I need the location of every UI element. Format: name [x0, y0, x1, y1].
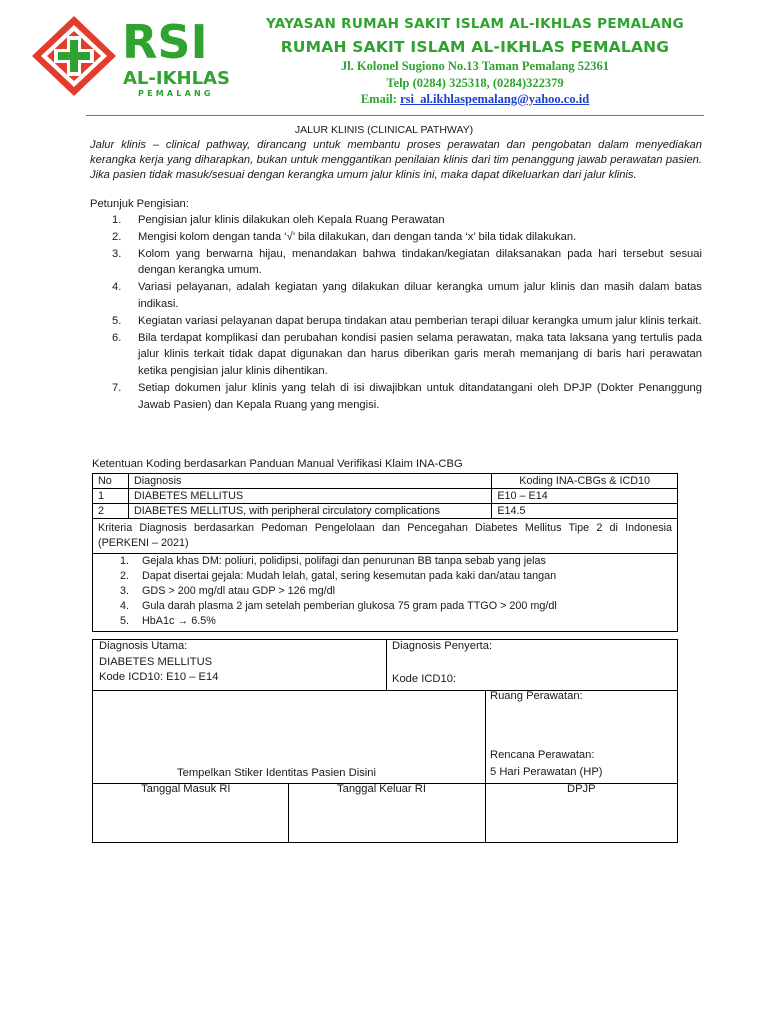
intro-paragraph [90, 138, 702, 183]
rencana-label: Rencana Perawatan: [490, 749, 595, 761]
instructions-label: Petunjuk Pengisian: [90, 198, 189, 210]
list-item: 5. Kegiatan variasi pelayanan dapat berupa tindakan atau pemberian terapi diluar kerangka umum jalur klinis terkait. [112, 314, 702, 327]
list-item: 3. Kolom yang berwarna hijau, menandakan bahwa tindakan/kegiatan dilaksanakan pada hari tersebut sesuai dengan kerangka umum. [112, 247, 702, 277]
email-link[interactable]: rsi_al.ikhlaspemalang@yahoo.co.id [400, 92, 590, 106]
document-title: JALUR KLINIS (CLINICAL PATHWAY) [294, 124, 474, 136]
logo-text-city: PEMALANG [138, 89, 214, 98]
divider [288, 783, 289, 843]
diag-utama-code: Kode ICD10: E10 – E14 [99, 671, 219, 683]
coding-table [92, 473, 678, 632]
diag-penyerta-code: Kode ICD10: [392, 673, 457, 685]
hospital-email-line [240, 92, 710, 107]
list-item: 1. Gejala khas DM: poliuri, polidipsi, polifagi dan penurunan BB tanpa sebab yang jelas [120, 555, 546, 567]
divider [485, 690, 486, 783]
cell-code: E14.5 [492, 504, 678, 519]
sticker-area-label: Tempelkan Stiker Identitas Pasien Disini [177, 767, 376, 779]
patient-form [92, 639, 678, 843]
list-item: 4. Variasi pelayanan, adalah kegiatan yang dilakukan diluar kerangka umum jalur klinis dan masih dalam batas indikasi. [112, 281, 702, 310]
email-label: Email: [360, 92, 397, 106]
diag-penyerta-label: Diagnosis Penyerta: [392, 640, 493, 652]
cell-no: 1 [93, 489, 129, 504]
kriteria-row [93, 519, 678, 554]
list-item: 2. Mengisi kolom dengan tanda ‘√’ bila dilakukan, dan dengan tanda ‘x’ bila tidak dilakukan. [112, 230, 577, 243]
hospital-phone: Telp (0284) 325318, (0284)322379 [386, 76, 564, 90]
header-code: Koding INA-CBGs & ICD10 [492, 474, 678, 489]
list-item: 5. HbA1c → 6.5% [120, 615, 216, 627]
header-divider [86, 115, 704, 116]
tgl-masuk-label: Tanggal Masuk RI [141, 783, 231, 795]
cross-emblem-icon [32, 16, 116, 96]
header-no: No [93, 474, 129, 489]
gejala-cell [93, 554, 678, 632]
divider [386, 640, 387, 690]
cell-no: 2 [93, 504, 129, 519]
foundation-name: YAYASAN RUMAH SAKIT ISLAM AL-IKHLAS PEMALANG [265, 16, 684, 32]
coding-title: Ketentuan Koding berdasarkan Panduan Manual Verifikasi Klaim INA-CBG [92, 458, 463, 470]
criteria-list [98, 554, 672, 629]
divider [93, 690, 485, 691]
hospital-address: Jl. Kolonel Sugiono No.13 Taman Pemalang 52361 [340, 59, 610, 73]
diag-utama-label: Diagnosis Utama: [99, 640, 188, 652]
instructions-list [112, 212, 702, 414]
hospital-logo [30, 14, 230, 98]
kriteria-text: Kriteria Diagnosis berdasarkan Pedoman Pengelolaan dan Pencegahan Diabetes Mellitus Tipe 2 di Indonesia (PERKENI – 2021) [93, 519, 678, 554]
ruang-label: Ruang Perawatan: [490, 690, 583, 702]
table-row [93, 489, 678, 504]
list-item: 4. Gula darah plasma 2 jam setelah pemberian glukosa 75 gram pada TTGO > 200 mg/dl [120, 600, 557, 612]
table-row [93, 504, 678, 519]
cell-diagnosis: DIABETES MELLITUS, with peripheral circulatory complications [128, 504, 491, 519]
table-header-row [93, 474, 678, 489]
rencana-value: 5 Hari Perawatan (HP) [490, 766, 603, 778]
diag-utama-value: DIABETES MELLITUS [99, 656, 213, 668]
cell-code: E10 – E14 [492, 489, 678, 504]
divider [485, 783, 486, 843]
list-item: 7. Setiap dokumen jalur klinis yang telah di isi diwajibkan untuk ditandatangani oleh DPJP (Dokter Penanggung Jawab Pasien) dan Kepala Ruang yang mengisi. [112, 381, 702, 411]
dpjp-label: DPJP [567, 783, 596, 795]
cell-diagnosis: DIABETES MELLITUS [128, 489, 491, 504]
intro-text: Jalur klinis – clinical pathway, dirancang untuk membantu proses perawatan dan pengobatan dalam menyediakan kerangka kerja yang diharapkan, bukan untuk menggantikan penilaian klinis dari tim penanggung jawab perawatan pasien. Jika pasien tidak masuk/sesuai dengan kerangka umum jalur klinis ini, maka dapat dikeluarkan dari jalur klinis. [90, 139, 702, 181]
list-item: 2. Dapat disertai gejala: Mudah lelah, gatal, sering kesemutan pada kaki dan/atau tangan [120, 570, 557, 582]
list-item: 6. Bila terdapat komplikasi dan perubahan kondisi pasien selama perawatan, maka tata laksana yang tertulis pada jalur klinis terkait tidak dapat digunakan dan harus diberikan garis merah memanjang di baris hari perawatan ketika pengisian jalur klinis dihentikan. [112, 331, 702, 378]
list-item: 1. Pengisian jalur klinis dilakukan oleh Kepala Ruang Perawatan [112, 214, 445, 226]
logo-text-sub: AL-IKHLAS [123, 68, 230, 89]
hospital-name: RUMAH SAKIT ISLAM AL-IKHLAS PEMALANG [280, 38, 670, 56]
header-diagnosis: Diagnosis [128, 474, 491, 489]
logo-text-main: RSI [122, 15, 208, 69]
letterhead [0, 0, 768, 112]
tgl-keluar-label: Tanggal Keluar RI [337, 783, 426, 795]
gejala-row [93, 554, 678, 632]
list-item: 3. GDS > 200 mg/dl atau GDP > 126 mg/dl [120, 585, 336, 597]
